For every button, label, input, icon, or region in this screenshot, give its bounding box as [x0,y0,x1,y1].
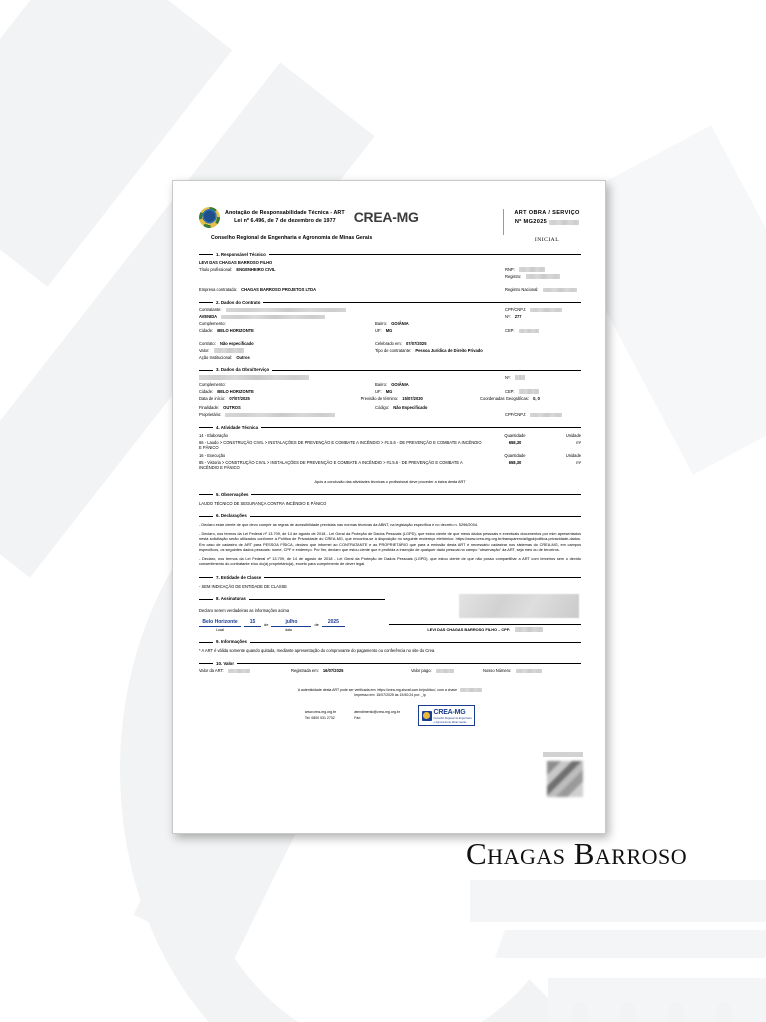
section-header-10 [199,661,581,667]
obra-cpf-cnpj-redacted [530,413,562,418]
complemento-contrato-label: Complemento: [199,321,226,327]
atividade-quantidade-1: 658,30 [508,439,522,445]
acao-institucional-label: Ação Institucional: [199,354,233,360]
section-3-title: 3. Dados da Obra/Serviço [216,367,270,373]
impresso-em-texto: Impresso em: 15/07/2025 às 15:50:24 por: _ip [354,693,426,698]
cpf-cnpj-contratante-redacted [530,308,562,313]
uf-contrato-label: UF: [375,328,382,334]
art-number-prefix: Nº MG2025 [514,218,548,225]
atividade-col-qtd-1: Quantidade [504,433,526,439]
valor-contrato-redacted [214,348,244,353]
data-inicio-label: Data de início: [199,395,226,401]
rodape-fax: Fax: [354,715,362,720]
watermark-tooth-4 [716,1002,732,1022]
atividade-col-qtd-2: Quantidade [504,453,526,459]
assinatura-linha [389,624,581,625]
assinatura-local-field[interactable]: Belo Horizonte [199,619,241,627]
tipo-contratante-label: Tipo de contratante: [375,347,412,353]
obra-uf-value: MG [385,388,393,394]
previsao-termino-value: 15/07/2030 [402,395,423,401]
atividade-col-un-2: Unidade [565,453,581,459]
obra-uf-label: UF: [375,388,382,394]
art-type-title: ART OBRA / SERVIÇO [514,210,580,216]
assinatura-data-caption: data [285,627,292,632]
atividade-descricao-2: 85 - Vistoria > CONSTRUÇÃO CIVIL > INSTALAÇÕES DE PREVENÇÃO E COMBATE A INCÊNDIO > #1.5.6 - DE PREVENÇÃO E COMBATE A INCÊNDIO E PÂNICO [199,459,463,471]
atividade-unidade-1: m² [576,439,581,445]
contrato-label: Contrato: [199,340,216,346]
section-header-6 [199,513,581,519]
assinatura-dia-field[interactable]: 15 [244,619,261,627]
atividade-descricao-1: 66 - Laudo > CONSTRUÇÃO CIVIL > INSTALAÇÕES DE PREVENÇÃO E COMBATE A INCÊNDIO > #1.5.6 - DE PREVENÇÃO E COMBATE A INCÊNDIO E PÂNICO [199,439,482,451]
assinatura-ano-field[interactable]: 2025 [322,619,345,627]
section-8-title: 8. Assinaturas [216,596,246,602]
section-2-title: 2. Dados do Contrato [216,299,261,305]
contratante-redacted [226,308,346,313]
section-6-title: 6. Declarações [216,513,247,519]
assinatura-cpf-redacted [515,627,543,632]
bairro-contrato-value: GOIÂNIA [391,321,409,327]
entidade-classe-texto: - SEM INDICAÇÃO DE ENTIDADE DE CLASSE [199,583,288,589]
watermark-tooth-2 [620,1002,636,1022]
header-title-line1: Anotação de Responsabilidade Técnica - ART [225,209,345,216]
rnp-value-redacted [519,267,545,272]
logradouro-redacted [221,315,325,320]
bairro-contrato-label: Bairro: [375,321,388,327]
obra-bairro-value: GOIÂNIA [391,381,409,387]
art-document-sheet[interactable] [172,180,606,834]
cep-contrato-redacted [519,329,539,334]
registro-value-redacted [526,274,560,279]
celebrado-em-label: Celebrado em: [375,340,402,346]
assinatura-nome: LEVI DAS CHAGAS BARROSO FILHO – CPF: [427,626,511,632]
art-number-redacted [549,220,579,225]
section-header-5 [199,492,581,498]
section-header-8 [199,596,385,602]
section-7-title: 7. Entidade de Classe [216,574,262,580]
valor-contrato-label: Valor: [199,347,210,353]
crea-logo-text: CREA-MG [433,708,466,716]
cidade-contrato-value: BELO HORIZONTE [217,328,254,334]
section-header-1 [199,252,581,258]
declaracao-item-2: - Declaro, nos termos da Lei Federal nº 13.709, de 14 de agosto de 2018 - Lei Geral da Proteção de Dados Pessoais (LGPD), que estou ciente de que meus dados pessoais e eventuais documentos por mim apresentados nesta solicitação serão utilizados conforme a Política de Privacidade do CREA-MG, que encontra-se à disposição no seguinte endereço eletrônico: https://www.crea-mg.org.br/transparencia/lgpd/politica-privacidade-dados. Em caso de cadastro de ART para PESSOA FÍSICA, declaro que informei ao CONTRATANTE e ao PROPRIETÁRIO que para a emissão desta ART é necessário cadastrar nos sistemas do CREA-MG, em campos específicos, os seguintes dados pessoais: nome, CPF e endereço. Por fim, declaro que estou ciente que é proibida a inserção de qualquer dado pessoal no campo "observação" da ART, seja meu ou de terceiros. [199,531,581,553]
watermark-band-1 [470,880,766,922]
section-header-2 [199,300,581,306]
titulo-profissional-label: Título profissional: [199,266,233,272]
rodape-redacted-bar [543,752,583,757]
atividade-grupo-2: 16 - Execução [199,453,226,459]
registro-nacional-label: Registro Nacional: [505,287,539,293]
observacoes-texto: LAUDO TÉCNICO DE SEGURANÇA CONTRA INCÊNDIO E PÂNICO [199,500,327,506]
section-header-9 [199,639,581,645]
contratante-label: Contratante: [199,307,222,313]
atividade-row-2 [199,460,581,471]
atividade-row-1 [199,440,581,451]
atividade-row-header-2 [199,453,581,459]
header-subtitle: Conselho Regional de Engenharia e Agronomia de Minas Gerais [211,235,373,241]
atividade-grupo-1: 14 - Elaboração [199,433,228,439]
obra-endereco-redacted [199,375,309,380]
autenticidade-bloco [199,688,581,699]
celebrado-em-value: 07/07/2025 [406,340,427,346]
data-inicio-value: 07/07/2025 [229,395,250,401]
declaracao-item-3: - Declaro, nos termos da Lei Federal nº 13.709, de 14 de agosto de 2018 - Lei Geral da Proteção de Dados Pessoais (LGPD), que estou ciente de que não posso compartilhar a ART com terceiros sem o devido consentimento do contratante e/ou do(a) proprietário(a), exceto para cumprimento de dever legal. [199,557,581,567]
section-9-title: 9. Informações [216,639,247,645]
empresa-contratada-value: CHAGAS BARROSO PROJETOS LTDA [241,287,317,293]
numero-contrato-value: 277 [514,314,522,320]
registrada-em-value: 16/07/2025 [322,668,344,674]
registro-nacional-redacted [543,288,577,293]
section-header-3 [199,367,581,373]
responsavel-nome: LEVI DAS CHAGAS BARROSO FILHO [199,259,273,265]
section-5-title: 5. Observações [216,491,249,497]
logradouro-value: AVENIDA [199,314,218,320]
section-10-title: 10. Valor [216,660,235,666]
autenticidade-chave-redacted [460,688,482,693]
valor-pago-redacted [436,669,454,674]
atividade-unidade-2: m² [576,459,581,465]
uf-contrato-value: MG [385,328,393,334]
proprietario-label: Proprietário: [199,412,222,418]
valor-art-redacted [228,669,250,674]
crea-mg-logo-icon [418,705,475,726]
proprietario-redacted [225,413,335,418]
cidade-contrato-label: Cidade: [199,328,214,334]
section-4-title: 4. Atividade Técnica [216,424,259,430]
obra-bairro-label: Bairro: [375,381,388,387]
atividade-col-un-1: Unidade [565,433,581,439]
document-header [199,207,581,245]
assinatura-de-1: de [264,621,269,627]
rodape-telefone: Tel: 0800 031 2732 [304,715,335,720]
tipo-contratante-value: Pessoa Jurídica de Direito Privado [415,347,483,353]
acao-institucional-value: Outros [236,354,250,360]
obra-numero-redacted [515,375,525,380]
atividade-row-header-1 [199,433,581,439]
finalidade-value: OUTROS [223,405,241,411]
obra-cep-label: CEP: [505,388,515,394]
crea-logo-sub1: Conselho Regional de Engenharia [433,717,472,721]
art-status-label: INICIAL [534,237,560,244]
obra-complemento-label: Complemento: [199,381,226,387]
coordenadas-label: Coordenadas Geográficas: [479,395,529,401]
rodape-site[interactable]: www.crea-mg.org.br [304,710,337,715]
contrato-value: Não especificado [219,340,254,346]
rodape-contatos [199,705,581,726]
codigo-label: Código: [375,405,390,411]
valor-pago-label: Valor pago: [411,668,432,674]
crea-seal-icon [422,711,432,721]
rodape-email[interactable]: atendimento@crea-mg.org.br [354,710,400,715]
section-header-7 [199,575,581,581]
assinatura-declaro-texto: Declaro serem verdadeiras as informações acima [199,608,290,614]
registro-label: Registro: [505,273,522,279]
cpf-cnpj-contratante-label: CPF/CNPJ: [505,307,527,313]
atividade-nota: Após a conclusão das atividades técnicas o profissional deve proceder a baixa desta ART [314,479,466,484]
obra-cpf-cnpj-label: CPF/CNPJ: [505,412,527,418]
brasao-republica-icon [199,207,220,228]
document-content [173,181,607,835]
section-1-title: 1. Responsável Técnico [216,251,266,257]
obra-numero-label: Nº: [505,374,511,380]
obra-cep-redacted [519,389,539,394]
informacoes-texto: * A ART é válida somente quando quitada, mediante apresentação do comprovante do pagamento ou conferência no site do Crea. [199,648,436,654]
header-title-line2: Lei nº 6.496, de 7 de dezembro de 1977 [234,217,336,224]
registrada-em-label: Registrada em: [291,668,319,674]
crea-logo-sub2: e Agronomia de Minas Gerais [433,720,467,724]
coordenadas-value: 0, 0 [533,395,540,401]
rnp-label: RNP: [505,266,515,272]
watermark-tooth-1 [572,1002,588,1022]
previsao-termino-label: Previsão de término: [360,395,399,401]
section-header-4 [199,425,581,431]
assinatura-imagem-redacted [459,594,579,618]
numero-contrato-label: Nº: [505,314,511,320]
assinatura-local-caption: Local [215,627,225,632]
cep-contrato-label: CEP: [505,328,515,334]
empresa-contratada-label: Empresa contratada: [199,287,238,293]
finalidade-label: Finalidade: [199,405,220,411]
watermark-band-2 [495,930,766,958]
declaracao-item-1: - Declaro estar ciente de que devo cumprir as regras de acessibilidade previstas nas normas técnicas da ABNT, na legislação específica e no decreto n. 5296/2004. [199,522,479,527]
nosso-numero-label: Nosso Número: [483,668,512,674]
assinatura-de-2: de [314,621,319,627]
nosso-numero-redacted [516,669,542,674]
assinatura-mes-field[interactable]: julho [271,619,311,627]
crea-mg-wordmark: CREA-MG [353,209,419,226]
valor-art-label: Valor da ART: [199,668,224,674]
autenticidade-texto: A autenticidade desta ART pode ser verificada em: https://crea-mg.siscaf.com.br/publico/, com a chave [297,687,458,692]
brand-wordmark: Chagas Barroso [466,836,688,871]
titulo-profissional-value: ENGENHEIRO CIVIL [236,266,276,272]
obra-cidade-value: BELO HORIZONTE [217,388,254,394]
header-divider [503,209,504,235]
qr-code-icon [547,761,583,797]
codigo-value: Não Especificado [393,405,428,411]
watermark-tooth-3 [668,1002,684,1022]
obra-cidade-label: Cidade: [199,388,214,394]
atividade-quantidade-2: 658,30 [508,459,522,465]
